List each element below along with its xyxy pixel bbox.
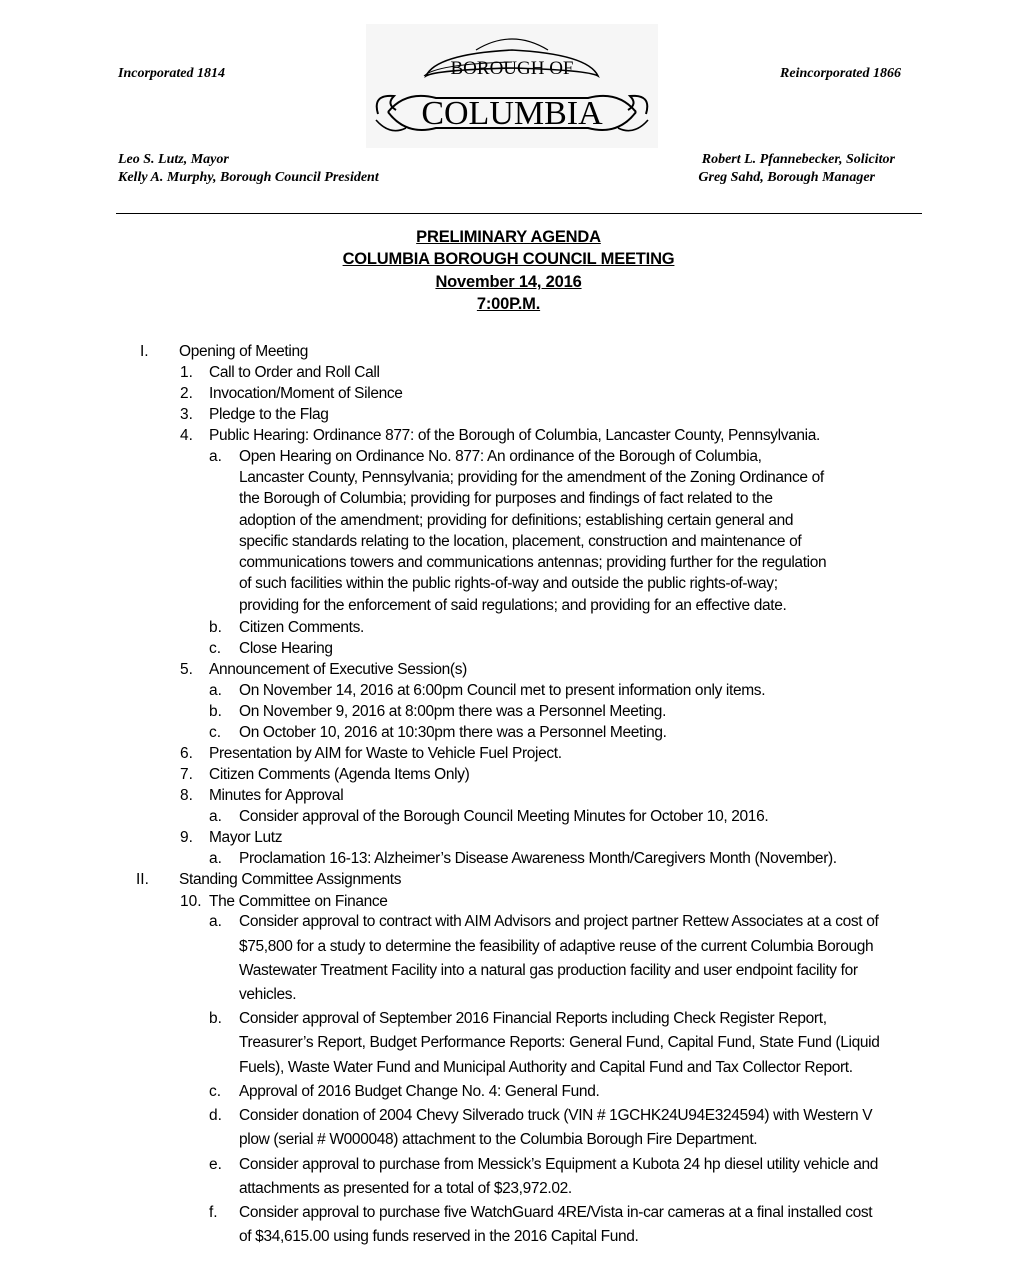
subitem-letter: a. [209,448,222,465]
subitem-text: Citizen Comments. [239,619,364,636]
manager-text: Greg Sahd, Borough Manager [698,170,875,185]
item-text: The Committee on Finance [209,893,388,910]
subitem-text: Treasurer’s Report, Budget Performance Reports: General Fund, Capital Fund, State Fund (Liquid [239,1034,880,1051]
subitem-text: attachments as presented for a total of $23,972.02. [239,1180,572,1197]
item-number: 7. [180,766,193,783]
subitem-letter: c. [209,724,222,741]
meeting-date: November 14, 2016 [435,273,582,291]
subitem-letter: a. [209,913,222,930]
item-number: 2. [180,385,193,402]
meeting-title: COLUMBIA BOROUGH COUNCIL MEETING [342,250,675,268]
header-rule [116,213,922,214]
subitem-text: $75,800 for a study to determine the feasibility of adaptive reuse of the current Columbia Borough [239,938,874,955]
logo-main-text: COLUMBIA [421,95,603,132]
subitem-text: Consider approval of September 2016 Financial Reports including Check Register Report, [239,1010,827,1027]
subitem-letter: a. [209,850,222,867]
subitem-text: adoption of the amendment; providing for definitions; establishing certain general and [239,512,794,529]
item-number: 6. [180,745,193,762]
subitem-letter: a. [209,682,222,699]
subitem-text: Consider approval of the Borough Council Meeting Minutes for October 10, 2016. [239,808,769,825]
item-number: 10. [180,893,202,910]
subitem-text: Wastewater Treatment Facility into a natural gas production facility and user endpoint facility for [239,962,858,979]
section-numeral: II. [136,871,149,888]
item-text: Presentation by AIM for Waste to Vehicle Fuel Project. [209,745,562,762]
item-text: Invocation/Moment of Silence [209,385,403,402]
subitem-letter: f. [209,1204,218,1221]
subitem-text: Consider donation of 2004 Chevy Silverado truck (VIN # 1GCHK24U94E324594) with Western V [239,1107,873,1124]
council-president-text: Kelly A. Murphy, Borough Council President [118,170,379,185]
incorporated-text: Incorporated 1814 [118,66,225,81]
agenda-title: PRELIMINARY AGENDA [416,228,601,246]
item-number: 8. [180,787,193,804]
subitem-text: plow (serial # W000048) attachment to the Columbia Borough Fire Department. [239,1131,758,1148]
subitem-text: On November 9, 2016 at 8:00pm there was a Personnel Meeting. [239,703,667,720]
subitem-text: Lancaster County, Pennsylvania; providing for the amendment of the Zoning Ordinance of [239,469,824,486]
section-title: Standing Committee Assignments [179,871,402,888]
subitem-text: Open Hearing on Ordinance No. 877: An ordinance of the Borough of Columbia, [239,448,762,465]
item-text: Call to Order and Roll Call [209,364,380,381]
subitem-letter: b. [209,703,222,720]
item-number: 4. [180,427,193,444]
reincorporated-text: Reincorporated 1866 [780,66,901,81]
subitem-letter: d. [209,1107,222,1124]
item-text: Pledge to the Flag [209,406,329,423]
solicitor-text: Robert L. Pfannebecker, Solicitor [701,152,895,167]
subitem-letter: b. [209,619,222,636]
subitem-letter: a. [209,808,222,825]
section-numeral: I. [140,343,149,360]
subitem-text: of such facilities within the public rights-of-way and outside the public rights-of-way; [239,575,778,592]
item-number: 3. [180,406,193,423]
item-text: Announcement of Executive Session(s) [209,661,467,678]
item-text: Public Hearing: Ordinance 877: of the Borough of Columbia, Lancaster County, Pennsylvania. [209,427,820,444]
subitem-text: On November 14, 2016 at 6:00pm Council met to present information only items. [239,682,766,699]
subitem-text: specific standards relating to the location, placement, construction and maintenance of [239,533,802,550]
item-number: 1. [180,364,193,381]
item-text: Mayor Lutz [209,829,283,846]
mayor-text: Leo S. Lutz, Mayor [118,152,229,167]
subitem-text: Approval of 2016 Budget Change No. 4: General Fund. [239,1083,600,1100]
subitem-text: Fuels), Waste Water Fund and Municipal Authority and Capital Fund and Tax Collector Report. [239,1059,853,1076]
borough-logo [366,24,658,148]
subitem-text: vehicles. [239,986,297,1003]
subitem-text: communications towers and communications antennas; providing further for the regulation [239,554,827,571]
item-text: Citizen Comments (Agenda Items Only) [209,766,470,783]
section-title: Opening of Meeting [179,343,308,360]
subitem-letter: b. [209,1010,222,1027]
item-number: 9. [180,829,193,846]
subitem-text: On October 10, 2016 at 10:30pm there was a Personnel Meeting. [239,724,667,741]
subitem-text: Proclamation 16-13: Alzheimer’s Disease Awareness Month/Caregivers Month (November). [239,850,837,867]
subitem-text: of $34,615.00 using funds reserved in the 2016 Capital Fund. [239,1228,639,1245]
logo-top-text: BOROUGH OF [450,58,574,79]
subitem-text: Consider approval to contract with AIM Advisors and project partner Rettew Associates at a cost of [239,913,879,930]
item-number: 5. [180,661,193,678]
subitem-letter: c. [209,640,222,657]
subitem-text: the Borough of Columbia; providing for purposes and findings of fact related to the [239,490,773,507]
subitem-letter: e. [209,1156,222,1173]
subitem-text: Consider approval to purchase from Messick’s Equipment a Kubota 24 hp diesel utility vehicle and [239,1156,879,1173]
subitem-text: providing for the enforcement of said regulations; and providing for an effective date. [239,597,787,614]
subitem-text: Consider approval to purchase five WatchGuard 4RE/Vista in-car cameras at a final installed cost [239,1204,873,1221]
subitem-text: Close Hearing [239,640,333,657]
subitem-letter: c. [209,1083,222,1100]
item-text: Minutes for Approval [209,787,344,804]
meeting-time: 7:00P.M. [476,295,541,313]
